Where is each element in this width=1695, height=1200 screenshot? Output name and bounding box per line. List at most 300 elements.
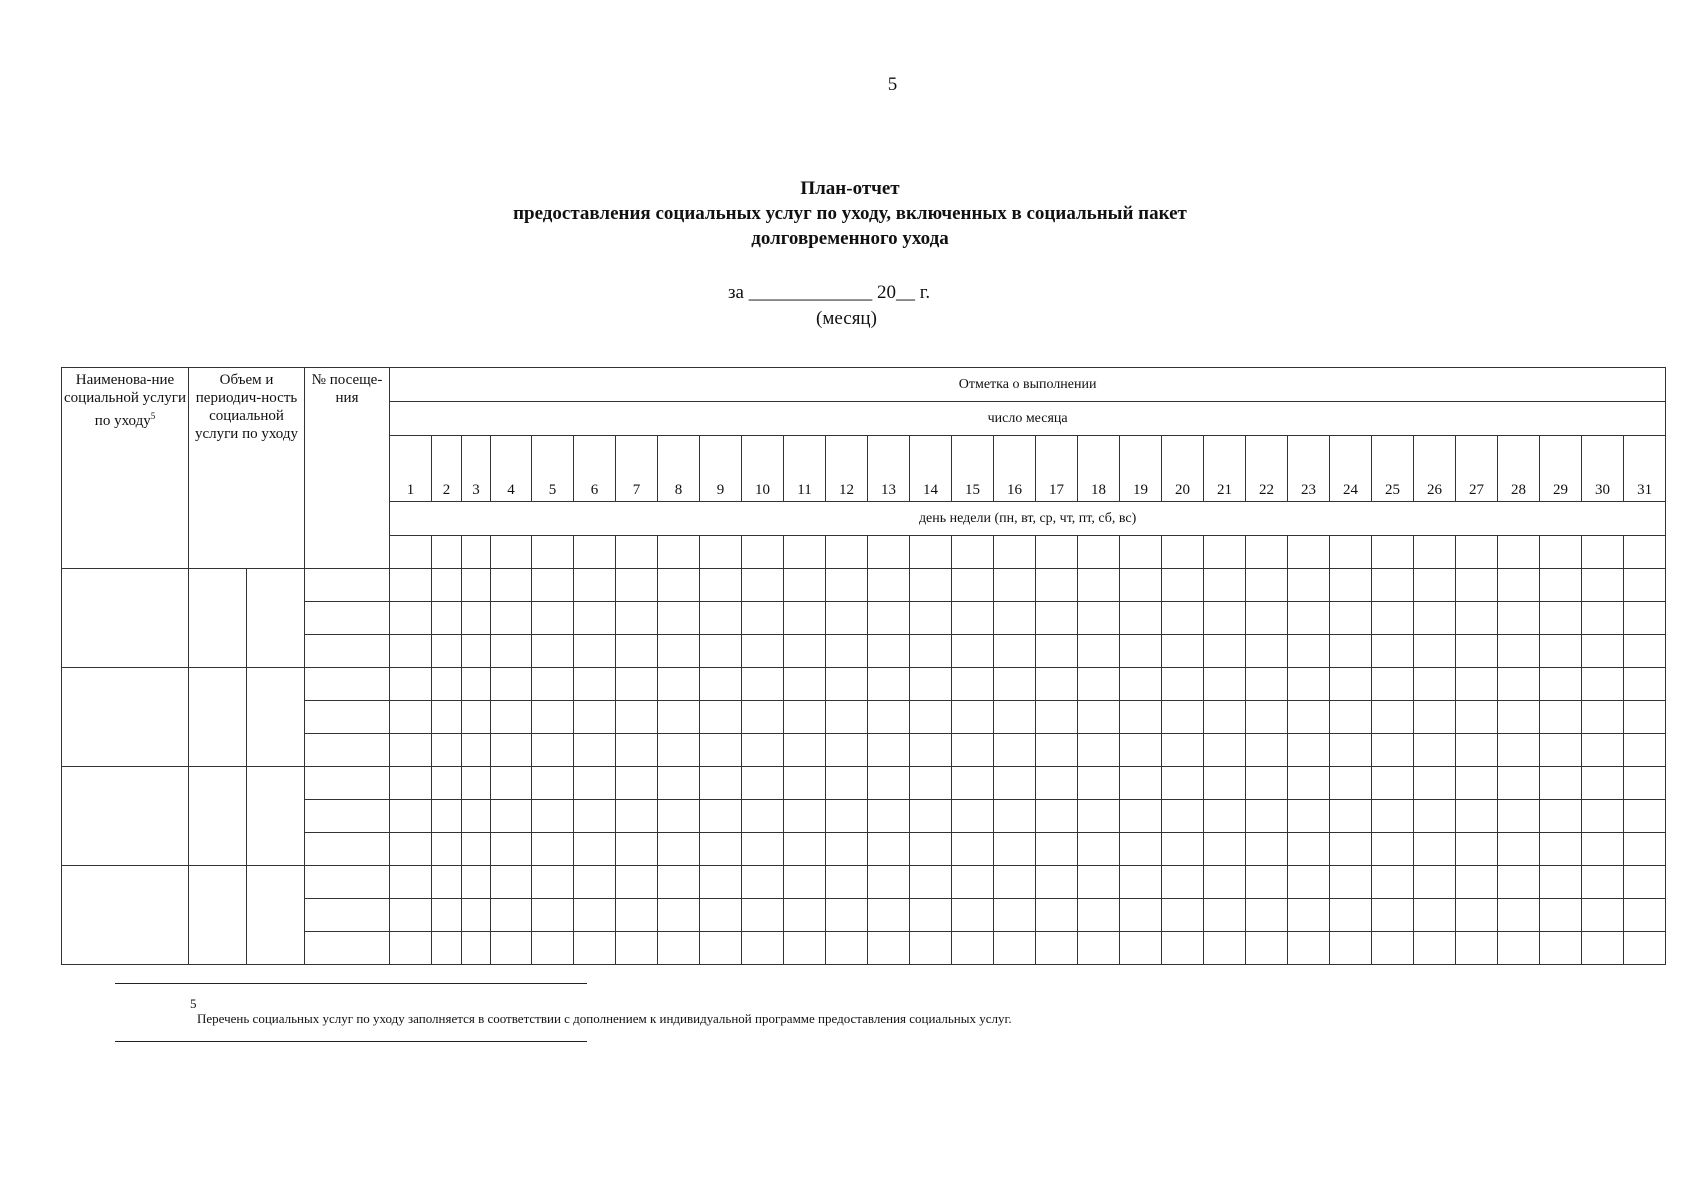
mark-cell[interactable] — [952, 932, 994, 965]
mark-cell[interactable] — [910, 734, 952, 767]
mark-cell[interactable] — [868, 866, 910, 899]
mark-cell[interactable] — [1330, 833, 1372, 866]
mark-cell[interactable] — [1120, 800, 1162, 833]
visit-number-cell[interactable] — [305, 668, 390, 701]
mark-cell[interactable] — [432, 866, 462, 899]
mark-cell[interactable] — [826, 833, 868, 866]
mark-cell[interactable] — [1540, 635, 1582, 668]
mark-cell[interactable] — [1456, 734, 1498, 767]
weekday-cell[interactable] — [432, 536, 462, 569]
mark-cell[interactable] — [1162, 833, 1204, 866]
mark-cell[interactable] — [1498, 734, 1540, 767]
mark-cell[interactable] — [574, 866, 616, 899]
mark-cell[interactable] — [1036, 668, 1078, 701]
mark-cell[interactable] — [390, 932, 432, 965]
mark-cell[interactable] — [574, 833, 616, 866]
mark-cell[interactable] — [1456, 569, 1498, 602]
mark-cell[interactable] — [826, 668, 868, 701]
mark-cell[interactable] — [432, 734, 462, 767]
mark-cell[interactable] — [390, 866, 432, 899]
mark-cell[interactable] — [1036, 635, 1078, 668]
mark-cell[interactable] — [742, 800, 784, 833]
mark-cell[interactable] — [491, 932, 532, 965]
mark-cell[interactable] — [910, 800, 952, 833]
mark-cell[interactable] — [658, 701, 700, 734]
mark-cell[interactable] — [1498, 569, 1540, 602]
mark-cell[interactable] — [491, 602, 532, 635]
visit-number-cell[interactable] — [305, 932, 390, 965]
mark-cell[interactable] — [658, 734, 700, 767]
mark-cell[interactable] — [1456, 668, 1498, 701]
mark-cell[interactable] — [616, 767, 658, 800]
mark-cell[interactable] — [1078, 734, 1120, 767]
mark-cell[interactable] — [1162, 635, 1204, 668]
mark-cell[interactable] — [616, 602, 658, 635]
mark-cell[interactable] — [574, 932, 616, 965]
mark-cell[interactable] — [1330, 932, 1372, 965]
mark-cell[interactable] — [784, 833, 826, 866]
mark-cell[interactable] — [1288, 701, 1330, 734]
mark-cell[interactable] — [1120, 899, 1162, 932]
mark-cell[interactable] — [784, 701, 826, 734]
mark-cell[interactable] — [1246, 701, 1288, 734]
mark-cell[interactable] — [1330, 668, 1372, 701]
mark-cell[interactable] — [868, 800, 910, 833]
mark-cell[interactable] — [1582, 899, 1624, 932]
mark-cell[interactable] — [994, 668, 1036, 701]
mark-cell[interactable] — [1036, 899, 1078, 932]
mark-cell[interactable] — [1204, 602, 1246, 635]
mark-cell[interactable] — [616, 833, 658, 866]
mark-cell[interactable] — [574, 800, 616, 833]
mark-cell[interactable] — [1078, 668, 1120, 701]
mark-cell[interactable] — [432, 635, 462, 668]
visit-number-cell[interactable] — [305, 866, 390, 899]
mark-cell[interactable] — [532, 668, 574, 701]
mark-cell[interactable] — [1414, 833, 1456, 866]
mark-cell[interactable] — [574, 569, 616, 602]
mark-cell[interactable] — [1120, 701, 1162, 734]
mark-cell[interactable] — [616, 734, 658, 767]
mark-cell[interactable] — [532, 800, 574, 833]
weekday-cell[interactable] — [1540, 536, 1582, 569]
mark-cell[interactable] — [1372, 602, 1414, 635]
mark-cell[interactable] — [1582, 734, 1624, 767]
mark-cell[interactable] — [390, 734, 432, 767]
weekday-cell[interactable] — [1120, 536, 1162, 569]
mark-cell[interactable] — [784, 602, 826, 635]
mark-cell[interactable] — [1456, 602, 1498, 635]
mark-cell[interactable] — [952, 800, 994, 833]
mark-cell[interactable] — [742, 734, 784, 767]
mark-cell[interactable] — [1078, 899, 1120, 932]
mark-cell[interactable] — [742, 668, 784, 701]
mark-cell[interactable] — [952, 602, 994, 635]
mark-cell[interactable] — [390, 833, 432, 866]
service-name-cell[interactable] — [62, 569, 189, 668]
weekday-cell[interactable] — [1414, 536, 1456, 569]
mark-cell[interactable] — [1498, 767, 1540, 800]
periodicity-cell[interactable] — [247, 668, 305, 767]
mark-cell[interactable] — [1414, 899, 1456, 932]
volume-cell[interactable] — [189, 866, 247, 965]
mark-cell[interactable] — [1624, 899, 1666, 932]
weekday-cell[interactable] — [658, 536, 700, 569]
mark-cell[interactable] — [1330, 602, 1372, 635]
mark-cell[interactable] — [1036, 932, 1078, 965]
mark-cell[interactable] — [952, 569, 994, 602]
mark-cell[interactable] — [1246, 569, 1288, 602]
mark-cell[interactable] — [390, 602, 432, 635]
mark-cell[interactable] — [910, 668, 952, 701]
weekday-cell[interactable] — [1246, 536, 1288, 569]
mark-cell[interactable] — [1624, 932, 1666, 965]
mark-cell[interactable] — [826, 635, 868, 668]
mark-cell[interactable] — [742, 932, 784, 965]
mark-cell[interactable] — [574, 668, 616, 701]
mark-cell[interactable] — [1036, 602, 1078, 635]
mark-cell[interactable] — [1498, 932, 1540, 965]
mark-cell[interactable] — [1036, 734, 1078, 767]
mark-cell[interactable] — [658, 899, 700, 932]
mark-cell[interactable] — [1162, 569, 1204, 602]
mark-cell[interactable] — [1624, 767, 1666, 800]
periodicity-cell[interactable] — [247, 767, 305, 866]
mark-cell[interactable] — [700, 833, 742, 866]
mark-cell[interactable] — [1078, 602, 1120, 635]
mark-cell[interactable] — [826, 569, 868, 602]
mark-cell[interactable] — [994, 635, 1036, 668]
visit-number-cell[interactable] — [305, 734, 390, 767]
mark-cell[interactable] — [952, 767, 994, 800]
mark-cell[interactable] — [462, 569, 491, 602]
mark-cell[interactable] — [910, 932, 952, 965]
mark-cell[interactable] — [1498, 668, 1540, 701]
mark-cell[interactable] — [910, 767, 952, 800]
visit-number-cell[interactable] — [305, 569, 390, 602]
mark-cell[interactable] — [994, 569, 1036, 602]
mark-cell[interactable] — [994, 899, 1036, 932]
mark-cell[interactable] — [1246, 866, 1288, 899]
mark-cell[interactable] — [910, 833, 952, 866]
mark-cell[interactable] — [1288, 767, 1330, 800]
mark-cell[interactable] — [532, 635, 574, 668]
mark-cell[interactable] — [1540, 602, 1582, 635]
mark-cell[interactable] — [1582, 701, 1624, 734]
mark-cell[interactable] — [1414, 569, 1456, 602]
mark-cell[interactable] — [1540, 866, 1582, 899]
mark-cell[interactable] — [1162, 800, 1204, 833]
mark-cell[interactable] — [1582, 800, 1624, 833]
weekday-cell[interactable] — [910, 536, 952, 569]
mark-cell[interactable] — [742, 899, 784, 932]
mark-cell[interactable] — [910, 635, 952, 668]
mark-cell[interactable] — [658, 800, 700, 833]
mark-cell[interactable] — [952, 833, 994, 866]
mark-cell[interactable] — [700, 866, 742, 899]
mark-cell[interactable] — [1414, 866, 1456, 899]
mark-cell[interactable] — [1330, 800, 1372, 833]
mark-cell[interactable] — [1162, 899, 1204, 932]
weekday-cell[interactable] — [784, 536, 826, 569]
mark-cell[interactable] — [1036, 569, 1078, 602]
mark-cell[interactable] — [1498, 701, 1540, 734]
mark-cell[interactable] — [868, 701, 910, 734]
mark-cell[interactable] — [432, 602, 462, 635]
visit-number-cell[interactable] — [305, 833, 390, 866]
mark-cell[interactable] — [432, 668, 462, 701]
mark-cell[interactable] — [1582, 833, 1624, 866]
mark-cell[interactable] — [1582, 602, 1624, 635]
mark-cell[interactable] — [1162, 668, 1204, 701]
weekday-cell[interactable] — [1456, 536, 1498, 569]
mark-cell[interactable] — [1456, 866, 1498, 899]
mark-cell[interactable] — [1624, 734, 1666, 767]
mark-cell[interactable] — [1540, 734, 1582, 767]
mark-cell[interactable] — [1078, 767, 1120, 800]
mark-cell[interactable] — [658, 866, 700, 899]
mark-cell[interactable] — [994, 833, 1036, 866]
mark-cell[interactable] — [1456, 701, 1498, 734]
visit-number-cell[interactable] — [305, 635, 390, 668]
mark-cell[interactable] — [1624, 800, 1666, 833]
mark-cell[interactable] — [742, 635, 784, 668]
mark-cell[interactable] — [462, 602, 491, 635]
mark-cell[interactable] — [616, 932, 658, 965]
mark-cell[interactable] — [491, 800, 532, 833]
mark-cell[interactable] — [1456, 833, 1498, 866]
mark-cell[interactable] — [390, 899, 432, 932]
mark-cell[interactable] — [1078, 701, 1120, 734]
mark-cell[interactable] — [1288, 800, 1330, 833]
mark-cell[interactable] — [491, 866, 532, 899]
mark-cell[interactable] — [1414, 635, 1456, 668]
mark-cell[interactable] — [1540, 800, 1582, 833]
weekday-cell[interactable] — [1204, 536, 1246, 569]
mark-cell[interactable] — [1498, 635, 1540, 668]
mark-cell[interactable] — [868, 833, 910, 866]
mark-cell[interactable] — [1162, 602, 1204, 635]
mark-cell[interactable] — [1498, 602, 1540, 635]
mark-cell[interactable] — [462, 767, 491, 800]
mark-cell[interactable] — [868, 635, 910, 668]
mark-cell[interactable] — [658, 767, 700, 800]
mark-cell[interactable] — [1372, 932, 1414, 965]
mark-cell[interactable] — [1120, 569, 1162, 602]
weekday-cell[interactable] — [1036, 536, 1078, 569]
mark-cell[interactable] — [1540, 569, 1582, 602]
mark-cell[interactable] — [1288, 635, 1330, 668]
visit-number-cell[interactable] — [305, 602, 390, 635]
mark-cell[interactable] — [532, 602, 574, 635]
weekday-cell[interactable] — [1582, 536, 1624, 569]
weekday-cell[interactable] — [868, 536, 910, 569]
mark-cell[interactable] — [742, 602, 784, 635]
mark-cell[interactable] — [1288, 866, 1330, 899]
mark-cell[interactable] — [1078, 932, 1120, 965]
mark-cell[interactable] — [1246, 668, 1288, 701]
mark-cell[interactable] — [1162, 767, 1204, 800]
weekday-cell[interactable] — [1498, 536, 1540, 569]
mark-cell[interactable] — [784, 899, 826, 932]
mark-cell[interactable] — [784, 635, 826, 668]
mark-cell[interactable] — [1498, 833, 1540, 866]
mark-cell[interactable] — [1288, 932, 1330, 965]
mark-cell[interactable] — [784, 800, 826, 833]
mark-cell[interactable] — [491, 833, 532, 866]
mark-cell[interactable] — [1204, 833, 1246, 866]
mark-cell[interactable] — [1372, 899, 1414, 932]
mark-cell[interactable] — [532, 569, 574, 602]
mark-cell[interactable] — [390, 767, 432, 800]
mark-cell[interactable] — [532, 833, 574, 866]
mark-cell[interactable] — [1624, 569, 1666, 602]
mark-cell[interactable] — [462, 932, 491, 965]
weekday-cell[interactable] — [491, 536, 532, 569]
mark-cell[interactable] — [1456, 800, 1498, 833]
weekday-cell[interactable] — [1624, 536, 1666, 569]
mark-cell[interactable] — [1204, 734, 1246, 767]
mark-cell[interactable] — [1372, 635, 1414, 668]
mark-cell[interactable] — [868, 602, 910, 635]
mark-cell[interactable] — [742, 767, 784, 800]
visit-number-cell[interactable] — [305, 899, 390, 932]
mark-cell[interactable] — [532, 701, 574, 734]
mark-cell[interactable] — [658, 833, 700, 866]
volume-cell[interactable] — [189, 767, 247, 866]
mark-cell[interactable] — [910, 866, 952, 899]
mark-cell[interactable] — [994, 734, 1036, 767]
mark-cell[interactable] — [1246, 767, 1288, 800]
mark-cell[interactable] — [826, 932, 868, 965]
mark-cell[interactable] — [994, 800, 1036, 833]
weekday-cell[interactable] — [1330, 536, 1372, 569]
mark-cell[interactable] — [742, 833, 784, 866]
mark-cell[interactable] — [658, 569, 700, 602]
weekday-cell[interactable] — [1078, 536, 1120, 569]
weekday-cell[interactable] — [532, 536, 574, 569]
mark-cell[interactable] — [1624, 866, 1666, 899]
mark-cell[interactable] — [1624, 833, 1666, 866]
mark-cell[interactable] — [1288, 668, 1330, 701]
mark-cell[interactable] — [1204, 866, 1246, 899]
mark-cell[interactable] — [700, 635, 742, 668]
service-name-cell[interactable] — [62, 668, 189, 767]
mark-cell[interactable] — [1288, 899, 1330, 932]
mark-cell[interactable] — [1246, 899, 1288, 932]
mark-cell[interactable] — [700, 767, 742, 800]
mark-cell[interactable] — [952, 899, 994, 932]
mark-cell[interactable] — [432, 767, 462, 800]
mark-cell[interactable] — [700, 899, 742, 932]
mark-cell[interactable] — [700, 701, 742, 734]
mark-cell[interactable] — [952, 635, 994, 668]
mark-cell[interactable] — [1624, 602, 1666, 635]
mark-cell[interactable] — [784, 668, 826, 701]
mark-cell[interactable] — [1582, 866, 1624, 899]
mark-cell[interactable] — [1624, 635, 1666, 668]
mark-cell[interactable] — [1204, 800, 1246, 833]
mark-cell[interactable] — [491, 668, 532, 701]
mark-cell[interactable] — [1246, 833, 1288, 866]
mark-cell[interactable] — [1078, 866, 1120, 899]
mark-cell[interactable] — [1582, 569, 1624, 602]
mark-cell[interactable] — [1540, 668, 1582, 701]
mark-cell[interactable] — [1414, 668, 1456, 701]
mark-cell[interactable] — [390, 800, 432, 833]
mark-cell[interactable] — [1414, 701, 1456, 734]
mark-cell[interactable] — [462, 833, 491, 866]
weekday-cell[interactable] — [462, 536, 491, 569]
mark-cell[interactable] — [532, 899, 574, 932]
mark-cell[interactable] — [700, 569, 742, 602]
mark-cell[interactable] — [1204, 767, 1246, 800]
mark-cell[interactable] — [1330, 866, 1372, 899]
mark-cell[interactable] — [1540, 767, 1582, 800]
weekday-cell[interactable] — [952, 536, 994, 569]
mark-cell[interactable] — [1414, 932, 1456, 965]
mark-cell[interactable] — [826, 899, 868, 932]
mark-cell[interactable] — [700, 734, 742, 767]
mark-cell[interactable] — [1120, 635, 1162, 668]
visit-number-cell[interactable] — [305, 701, 390, 734]
mark-cell[interactable] — [616, 899, 658, 932]
mark-cell[interactable] — [432, 932, 462, 965]
mark-cell[interactable] — [432, 701, 462, 734]
mark-cell[interactable] — [491, 899, 532, 932]
mark-cell[interactable] — [390, 569, 432, 602]
mark-cell[interactable] — [462, 734, 491, 767]
mark-cell[interactable] — [826, 866, 868, 899]
weekday-cell[interactable] — [1372, 536, 1414, 569]
mark-cell[interactable] — [784, 866, 826, 899]
periodicity-cell[interactable] — [247, 866, 305, 965]
mark-cell[interactable] — [616, 866, 658, 899]
mark-cell[interactable] — [742, 701, 784, 734]
mark-cell[interactable] — [784, 767, 826, 800]
mark-cell[interactable] — [658, 668, 700, 701]
mark-cell[interactable] — [1330, 899, 1372, 932]
periodicity-cell[interactable] — [247, 569, 305, 668]
mark-cell[interactable] — [574, 701, 616, 734]
weekday-cell[interactable] — [1162, 536, 1204, 569]
mark-cell[interactable] — [826, 734, 868, 767]
mark-cell[interactable] — [432, 833, 462, 866]
mark-cell[interactable] — [532, 866, 574, 899]
mark-cell[interactable] — [432, 800, 462, 833]
mark-cell[interactable] — [1414, 602, 1456, 635]
mark-cell[interactable] — [700, 932, 742, 965]
mark-cell[interactable] — [1414, 734, 1456, 767]
mark-cell[interactable] — [1120, 668, 1162, 701]
mark-cell[interactable] — [1288, 734, 1330, 767]
mark-cell[interactable] — [1582, 932, 1624, 965]
mark-cell[interactable] — [1078, 800, 1120, 833]
mark-cell[interactable] — [952, 734, 994, 767]
mark-cell[interactable] — [1624, 701, 1666, 734]
mark-cell[interactable] — [616, 800, 658, 833]
mark-cell[interactable] — [1540, 833, 1582, 866]
weekday-cell[interactable] — [390, 536, 432, 569]
mark-cell[interactable] — [1162, 866, 1204, 899]
mark-cell[interactable] — [994, 701, 1036, 734]
mark-cell[interactable] — [826, 602, 868, 635]
mark-cell[interactable] — [616, 668, 658, 701]
mark-cell[interactable] — [1372, 866, 1414, 899]
mark-cell[interactable] — [1120, 866, 1162, 899]
mark-cell[interactable] — [1330, 734, 1372, 767]
mark-cell[interactable] — [1498, 800, 1540, 833]
